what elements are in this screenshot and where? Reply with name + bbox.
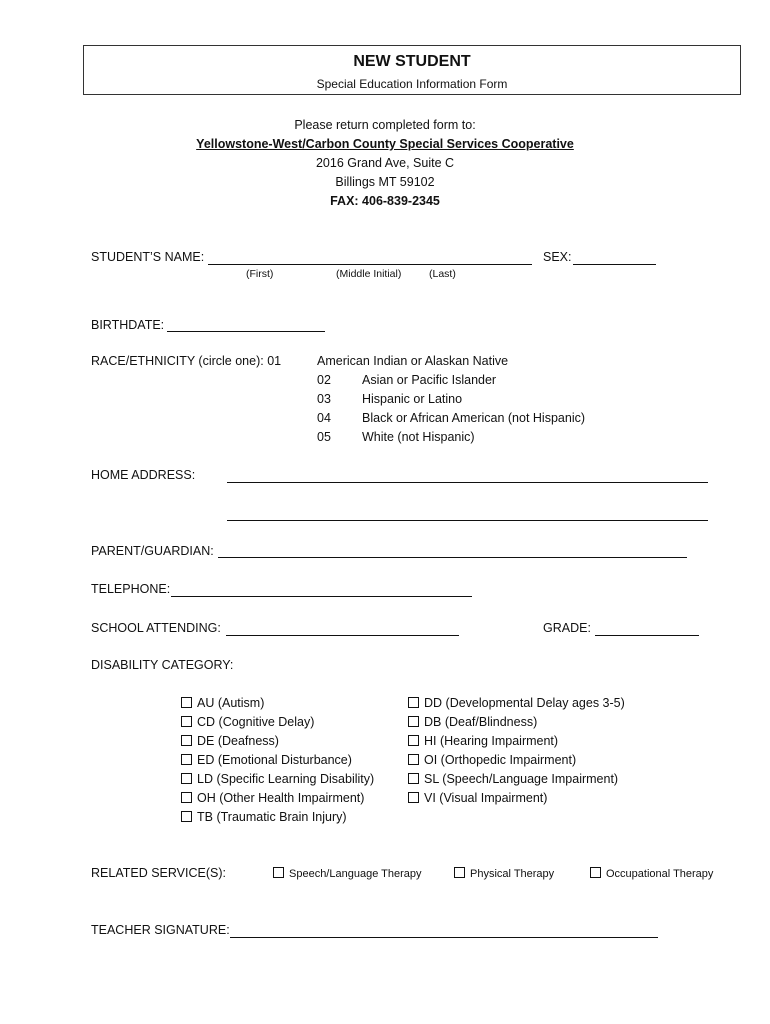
disability-option[interactable]: LD (Specific Learning Disability) <box>181 770 374 789</box>
race-option[interactable]: 05 White (not Hispanic) <box>317 430 475 444</box>
teacher-signature-field[interactable] <box>230 937 658 938</box>
return-intro: Please return completed form to: <box>294 118 476 132</box>
last-name-hint: (Last) <box>429 268 456 280</box>
parent-guardian-field[interactable] <box>218 557 687 558</box>
sex-field[interactable] <box>573 264 656 265</box>
checkbox-icon[interactable] <box>181 773 192 784</box>
telephone-label: TELEPHONE: <box>91 582 171 596</box>
return-address-line2: Billings MT 59102 <box>335 175 435 189</box>
disability-option[interactable]: DD (Developmental Delay ages 3-5) <box>408 694 625 713</box>
race-option[interactable]: 02 Asian or Pacific Islander <box>317 373 497 387</box>
disability-list-left <box>181 694 374 827</box>
student-name-field[interactable] <box>208 264 532 265</box>
race-options <box>317 352 585 447</box>
checkbox-icon[interactable] <box>181 792 192 803</box>
checkbox-icon[interactable] <box>408 792 419 803</box>
parent-guardian-label: PARENT/GUARDIAN: <box>91 544 214 558</box>
related-service-option[interactable]: Physical Therapy <box>454 867 554 880</box>
return-org: Yellowstone-West/Carbon County Special Services Cooperative <box>196 137 574 151</box>
return-address-line1: 2016 Grand Ave, Suite C <box>315 156 455 170</box>
checkbox-icon[interactable] <box>181 716 192 727</box>
race-option[interactable]: 04 Black or African American (not Hispanic) <box>317 411 586 425</box>
checkbox-icon[interactable] <box>181 735 192 746</box>
disability-option[interactable]: AU (Autism) <box>181 694 374 713</box>
disability-option[interactable]: CD (Cognitive Delay) <box>181 713 374 732</box>
teacher-signature-label: TEACHER SIGNATURE: <box>91 923 230 937</box>
checkbox-icon[interactable] <box>454 867 465 878</box>
checkbox-icon[interactable] <box>181 697 192 708</box>
race-option[interactable]: American Indian or Alaskan Native <box>317 354 509 368</box>
disability-option[interactable]: ED (Emotional Disturbance) <box>181 751 374 770</box>
checkbox-icon[interactable] <box>408 716 419 727</box>
middle-initial-hint: (Middle Initial) <box>336 268 402 280</box>
checkbox-icon[interactable] <box>408 697 419 708</box>
birthdate-label: BIRTHDATE: <box>91 318 165 332</box>
disability-option[interactable]: OH (Other Health Impairment) <box>181 789 374 808</box>
form-header <box>83 45 741 95</box>
return-fax: FAX: 406-839-2345 <box>330 194 440 208</box>
disability-option[interactable]: SL (Speech/Language Impairment) <box>408 770 625 789</box>
disability-option[interactable]: DE (Deafness) <box>181 732 374 751</box>
race-option[interactable]: 03 Hispanic or Latino <box>317 392 463 406</box>
disability-category-label: DISABILITY CATEGORY: <box>91 658 234 672</box>
first-name-hint: (First) <box>246 268 274 280</box>
related-service-option[interactable]: Occupational Therapy <box>590 867 713 880</box>
checkbox-icon[interactable] <box>181 811 192 822</box>
checkbox-icon[interactable] <box>408 754 419 765</box>
home-address-label: HOME ADDRESS: <box>91 468 196 482</box>
grade-label: GRADE: <box>543 621 591 635</box>
home-address-line1-field[interactable] <box>227 482 708 483</box>
related-services-label: RELATED SERVICE(S): <box>91 866 226 880</box>
race-label: RACE/ETHNICITY (circle one): 01 <box>91 354 282 368</box>
form-subtitle: Special Education Information Form <box>316 77 508 91</box>
grade-field[interactable] <box>595 635 699 636</box>
school-attending-field[interactable] <box>226 635 459 636</box>
disability-option[interactable]: VI (Visual Impairment) <box>408 789 625 808</box>
disability-option[interactable]: DB (Deaf/Blindness) <box>408 713 625 732</box>
sex-label: SEX: <box>543 250 572 264</box>
birthdate-field[interactable] <box>167 331 325 332</box>
related-service-option[interactable]: Speech/Language Therapy <box>273 867 422 880</box>
checkbox-icon[interactable] <box>181 754 192 765</box>
disability-option[interactable]: HI (Hearing Impairment) <box>408 732 625 751</box>
disability-list-right <box>408 694 625 808</box>
checkbox-icon[interactable] <box>408 735 419 746</box>
telephone-field[interactable] <box>171 596 472 597</box>
checkbox-icon[interactable] <box>273 867 284 878</box>
home-address-line2-field[interactable] <box>227 520 708 521</box>
checkbox-icon[interactable] <box>590 867 601 878</box>
school-attending-label: SCHOOL ATTENDING: <box>91 621 221 635</box>
student-name-label: STUDENT’S NAME: <box>91 250 205 264</box>
disability-option[interactable]: OI (Orthopedic Impairment) <box>408 751 625 770</box>
checkbox-icon[interactable] <box>408 773 419 784</box>
form-title: NEW STUDENT <box>353 53 471 70</box>
disability-option[interactable]: TB (Traumatic Brain Injury) <box>181 808 374 827</box>
